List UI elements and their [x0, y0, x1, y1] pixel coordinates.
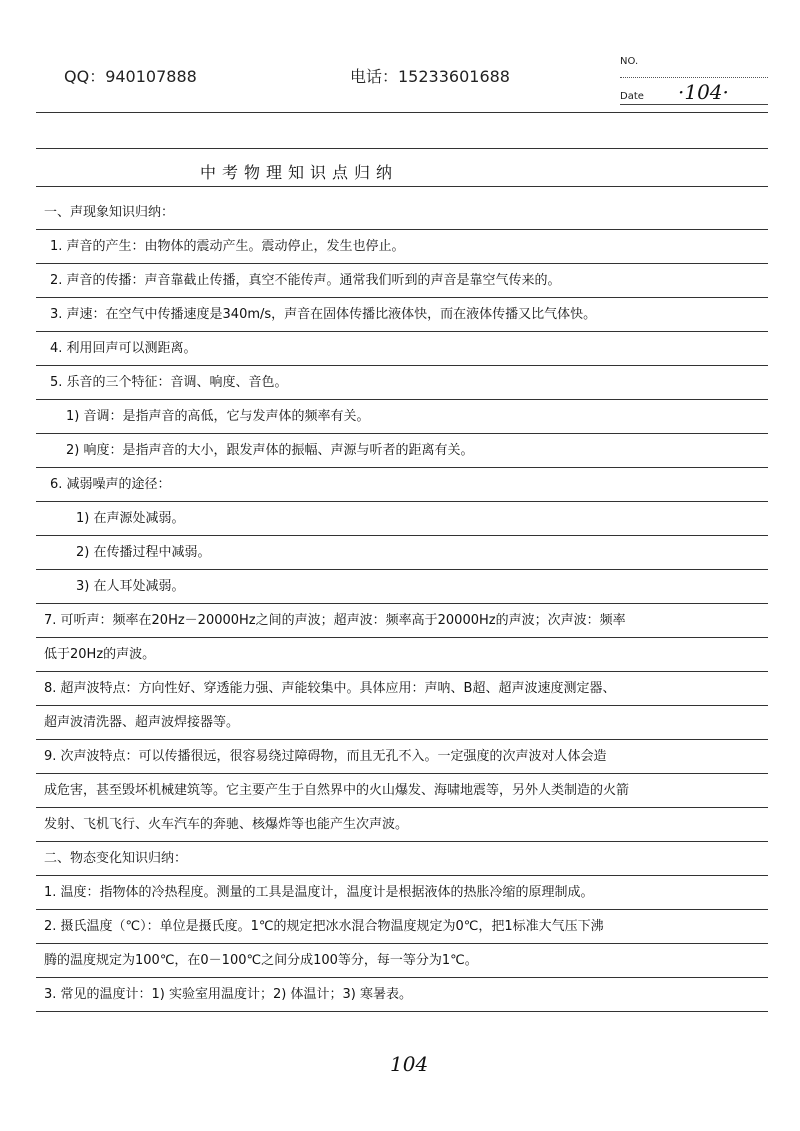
ruled-line — [36, 186, 768, 187]
note-line — [36, 468, 768, 502]
note-line — [36, 570, 768, 604]
note-line — [36, 536, 768, 570]
note-text: 6. 减弱噪声的途径： — [50, 477, 171, 492]
note-text: 7. 可听声：频率在20Hz－20000Hz之间的声波；超声波：频率高于20000Hz的声波；次声波：频率 — [44, 613, 626, 628]
note-line — [36, 944, 768, 978]
note-line — [36, 706, 768, 740]
note-text: 3. 常见的温度计：1) 实验室用温度计；2) 体温计；3) 寒暑表。 — [44, 987, 412, 1002]
note-text: 2) 在传播过程中减弱。 — [76, 545, 211, 560]
note-text: 2. 声音的传播：声音靠截止传播，真空不能传声。通常我们听到的声音是靠空气传来的。 — [50, 273, 561, 288]
note-line — [36, 910, 768, 944]
note-line — [36, 774, 768, 808]
date-label: Date — [620, 91, 644, 102]
note-text: 2. 摄氏温度（℃）：单位是摄氏度。1℃的规定把冰水混合物温度规定为0℃，把1标准大气压下沸 — [44, 919, 604, 934]
page-title: 中考物理知识点归纳 — [200, 163, 399, 182]
qq-contact: QQ：940107888 — [64, 67, 197, 86]
notebook-meta — [620, 56, 768, 105]
note-line — [36, 808, 768, 842]
note-line — [36, 196, 768, 230]
note-text: 发射、飞机飞行、火车汽车的奔驰、核爆炸等也能产生次声波。 — [44, 817, 409, 832]
note-line — [36, 978, 768, 1012]
note-text: 3. 声速：在空气中传播速度是340m/s，声音在固体传播比液体快，而在液体传播又比气体快。 — [50, 307, 597, 322]
no-field — [620, 67, 768, 78]
note-line — [36, 366, 768, 400]
note-text: 低于20Hz的声波。 — [44, 647, 156, 662]
note-line — [36, 876, 768, 910]
note-line — [36, 672, 768, 706]
note-line — [36, 502, 768, 536]
note-line — [36, 740, 768, 774]
note-line — [36, 638, 768, 672]
ruled-line — [36, 112, 768, 113]
note-text: 腾的温度规定为100℃，在0－100℃之间分成100等分，每一等分为1℃。 — [44, 953, 478, 968]
note-text: 9. 次声波特点：可以传播很远，很容易绕过障碍物，而且无孔不入。一定强度的次声波对人体会造 — [44, 749, 607, 764]
note-line — [36, 604, 768, 638]
section-heading-sound: 一、声现象知识归纳： — [44, 205, 175, 220]
note-line — [36, 434, 768, 468]
section-heading-states: 二、物态变化知识归纳： — [44, 851, 188, 866]
no-label: NO. — [620, 56, 639, 67]
notes-body — [36, 196, 768, 1012]
note-text: 1) 音调：是指声音的高低，它与发声体的频率有关。 — [66, 409, 370, 424]
note-text: 4. 利用回声可以测距离。 — [50, 341, 197, 356]
note-text: 1. 温度：指物体的冷热程度。测量的工具是温度计，温度计是根据液体的热胀冷缩的原理制成。 — [44, 885, 594, 900]
page-number: 104 — [390, 1052, 429, 1076]
note-text: 成危害，甚至毁坏机械建筑等。它主要产生于自然界中的火山爆发、海啸地震等，另外人类制造的火箭 — [44, 783, 630, 798]
note-text: 8. 超声波特点：方向性好、穿透能力强、声能较集中。具体应用：声呐、B超、超声波速度测定器、 — [44, 681, 616, 696]
ruled-line — [36, 148, 768, 149]
note-text: 2) 响度：是指声音的大小，跟发声体的振幅、声源与听者的距离有关。 — [66, 443, 474, 458]
note-line — [36, 332, 768, 366]
phone-contact: 电话：15233601688 — [350, 67, 510, 86]
date-field — [620, 82, 768, 105]
note-text: 1) 在声源处减弱。 — [76, 511, 185, 526]
date-value: ·104· — [678, 80, 729, 104]
note-text: 3) 在人耳处减弱。 — [76, 579, 185, 594]
note-line — [36, 298, 768, 332]
note-line — [36, 264, 768, 298]
note-line — [36, 400, 768, 434]
note-text: 5. 乐音的三个特征：音调、响度、音色。 — [50, 375, 288, 390]
note-line — [36, 230, 768, 264]
note-line — [36, 842, 768, 876]
note-text: 超声波清洗器、超声波焊接器等。 — [44, 715, 240, 730]
note-text: 1. 声音的产生：由物体的震动产生。震动停止，发生也停止。 — [50, 239, 405, 254]
